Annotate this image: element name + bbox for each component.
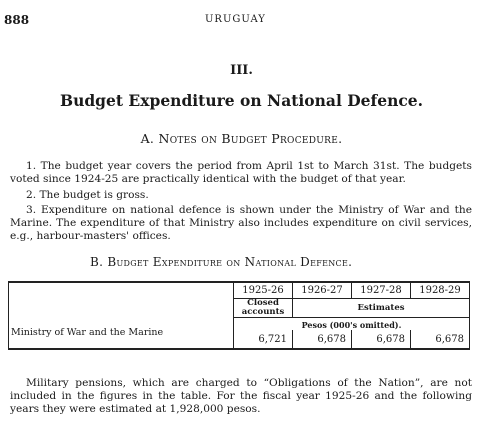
section-b-heading: B. Budget Expenditure on National Defence. — [90, 255, 353, 269]
year-header: 1928-29 — [411, 282, 470, 299]
year-header: 1925-26 — [234, 282, 293, 299]
year-header: 1926-27 — [293, 282, 352, 299]
value-cell: 6,678 — [293, 330, 352, 349]
table-corner-cell — [9, 299, 234, 318]
closed-accounts-label: Closed accounts — [234, 299, 293, 318]
note-paragraph-3: 3. Expenditure on national defence is shown under the Ministry of War and the Marine. The expenditure of that Ministry also includes expenditure on civil services, e.g., harbour-masters' offices. — [10, 204, 472, 242]
estimates-label: Estimates — [293, 299, 470, 318]
units-label: Pesos (000's omitted). — [234, 318, 470, 331]
running-header-country: URUGUAY — [205, 14, 266, 25]
value-cell: 6,721 — [234, 330, 293, 349]
year-header: 1927-28 — [352, 282, 411, 299]
value-cell: 6,678 — [352, 330, 411, 349]
value-cell: 6,678 — [411, 330, 470, 349]
pensions-note: Military pensions, which are charged to “Obligations of the Nation”, are not included in the figures in the table. For the fiscal year 1925-26 and the following years they were estimated at 1,928,000 pesos. — [10, 377, 472, 415]
page-title: Budget Expenditure on National Defence. — [59, 91, 424, 110]
section-number: III. — [230, 63, 253, 78]
page-number: 888 — [4, 13, 30, 27]
budget-table — [8, 281, 470, 350]
section-a-heading: A. Notes on Budget Procedure. — [140, 131, 343, 146]
note-paragraph-2: 2. The budget is gross. — [26, 189, 149, 201]
table-corner-cell — [9, 282, 234, 299]
row-label: Ministry of War and the Marine — [9, 318, 234, 350]
note-paragraph-1: 1. The budget year covers the period from April 1st to March 31st. The budgets voted since 1924-25 are practically identical with the budget of that year. — [10, 160, 472, 185]
